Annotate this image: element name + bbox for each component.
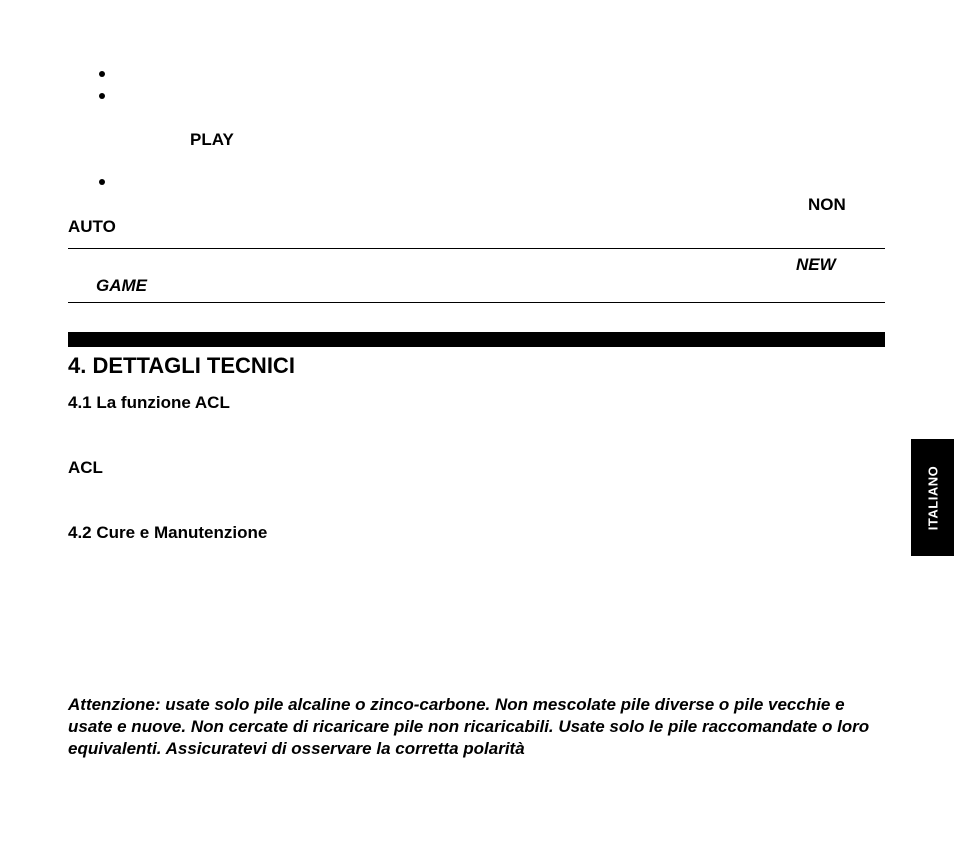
language-tab-label: ITALIANO [925, 465, 940, 530]
language-tab [911, 439, 954, 556]
section-title: 4. DETTAGLI TECNICI [68, 353, 295, 378]
section-header-bar [68, 332, 885, 347]
play-label: PLAY [190, 130, 234, 149]
battery-warning: Attenzione: usate solo pile alcaline o zinco-carbone. Non mescolate pile diverse o pile vecchie e usate e nuove. Non cercate di ricaricare pile non ricaricabili. Usate solo le pile raccomandate o loro equivalenti. Assicuratevi di osservare la corretta polarità [68, 695, 870, 758]
bullet-1 [99, 71, 105, 77]
bullet-3 [99, 179, 105, 185]
non-label: NON [808, 195, 846, 214]
subsection-acl-title: 4.1 La funzione ACL [68, 393, 230, 412]
subsection-care-title: 4.2 Cure e Manutenzione [68, 523, 268, 542]
acl-label: ACL [68, 458, 103, 477]
auto-label: AUTO [68, 217, 116, 236]
bullet-2 [99, 93, 105, 99]
top-rule [68, 248, 885, 249]
bottom-rule [68, 302, 885, 303]
game-label: GAME [96, 276, 147, 295]
new-label: NEW [796, 255, 836, 274]
